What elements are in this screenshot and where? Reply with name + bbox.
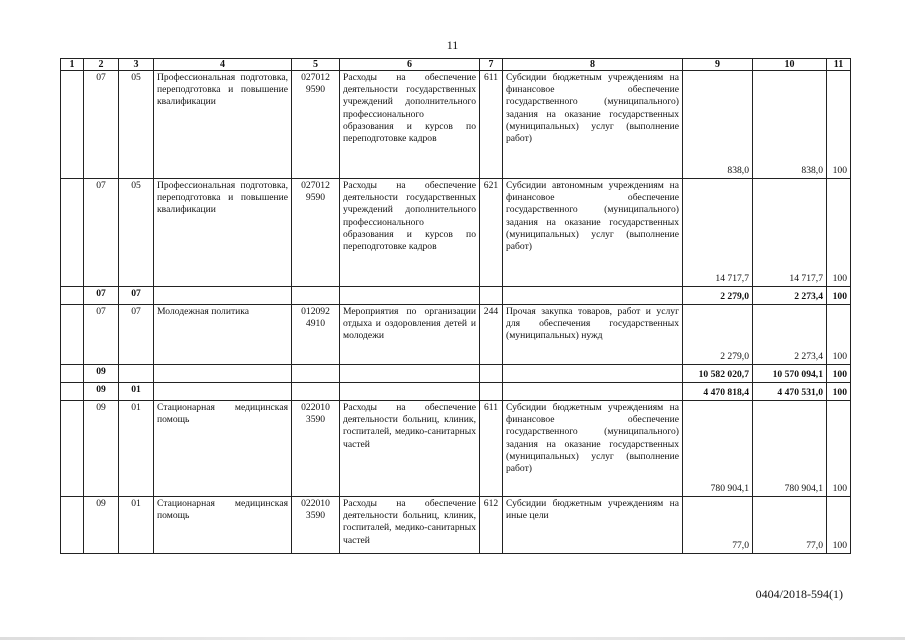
cell-col1 bbox=[61, 365, 84, 383]
cell-section: 09 bbox=[84, 383, 119, 401]
page-number: 11 bbox=[446, 38, 459, 52]
cell-expense-type bbox=[480, 365, 503, 383]
cell-actual: 10 570 094,1 bbox=[753, 365, 827, 383]
header-cell: 9 bbox=[683, 59, 753, 71]
cell-subsection bbox=[119, 365, 154, 383]
cell-subsection: 05 bbox=[119, 179, 154, 287]
header-cell: 1 bbox=[61, 59, 84, 71]
cell-col1 bbox=[61, 71, 84, 179]
cell-planned: 838,0 bbox=[683, 71, 753, 179]
cell-expense-name: Субсидии бюджетным учреждениям на иные цели bbox=[503, 497, 683, 554]
header-cell: 2 bbox=[84, 59, 119, 71]
cell-expense-name: Субсидии автономным учреждениям на финансовое обеспечение государственного (муниципального) задания на оказание государственных (муниципальных) услуг (выполнение работ) bbox=[503, 179, 683, 287]
cell-section: 09 bbox=[84, 497, 119, 554]
cell-expense-type: 621 bbox=[480, 179, 503, 287]
cell-expense-type: 611 bbox=[480, 71, 503, 179]
header-cell: 4 bbox=[154, 59, 292, 71]
cell-actual: 14 717,7 bbox=[753, 179, 827, 287]
cell-target-name: Расходы на обеспечение деятельности государственных учреждений дополнительного профессионального образования и курсов по переподготовке кадров bbox=[340, 179, 480, 287]
subtotal-row bbox=[61, 287, 851, 305]
cell-target-name bbox=[340, 365, 480, 383]
table-row bbox=[61, 305, 851, 365]
cell-actual: 4 470 531,0 bbox=[753, 383, 827, 401]
cell-name: Молодежная политика bbox=[154, 305, 292, 365]
header-row bbox=[61, 59, 851, 71]
table-row bbox=[61, 497, 851, 554]
cell-percent: 100 bbox=[827, 287, 851, 305]
cell-col1 bbox=[61, 305, 84, 365]
cell-expense-type: 612 bbox=[480, 497, 503, 554]
cell-subsection: 07 bbox=[119, 305, 154, 365]
cell-planned: 2 279,0 bbox=[683, 287, 753, 305]
cell-subsection: 05 bbox=[119, 71, 154, 179]
cell-percent: 100 bbox=[827, 401, 851, 497]
cell-target-code: 022010 3590 bbox=[292, 497, 340, 554]
cell-percent: 100 bbox=[827, 383, 851, 401]
cell-col1 bbox=[61, 383, 84, 401]
cell-target-code bbox=[292, 287, 340, 305]
cell-actual: 77,0 bbox=[753, 497, 827, 554]
table-row bbox=[61, 401, 851, 497]
cell-name: Стационарная медицинская помощь bbox=[154, 497, 292, 554]
cell-target-name: Мероприятия по организации отдыха и оздоровления детей и молодежи bbox=[340, 305, 480, 365]
cell-planned: 4 470 818,4 bbox=[683, 383, 753, 401]
header-cell: 8 bbox=[503, 59, 683, 71]
cell-subsection: 01 bbox=[119, 497, 154, 554]
cell-expense-type: 244 bbox=[480, 305, 503, 365]
cell-expense-type bbox=[480, 383, 503, 401]
cell-subsection: 01 bbox=[119, 383, 154, 401]
cell-col1 bbox=[61, 179, 84, 287]
cell-subsection: 01 bbox=[119, 401, 154, 497]
cell-target-code: 012092 4910 bbox=[292, 305, 340, 365]
cell-planned: 77,0 bbox=[683, 497, 753, 554]
cell-target-code: 027012 9590 bbox=[292, 179, 340, 287]
cell-expense-name: Субсидии бюджетным учреждениям на финансовое обеспечение государственного (муниципального) задания на оказание государственных (муниципальных) услуг (выполнение работ) bbox=[503, 401, 683, 497]
header-cell: 3 bbox=[119, 59, 154, 71]
cell-percent: 100 bbox=[827, 179, 851, 287]
cell-name bbox=[154, 383, 292, 401]
header-cell: 7 bbox=[480, 59, 503, 71]
cell-target-name: Расходы на обеспечение деятельности больниц, клиник, госпиталей, медико-санитарных частей bbox=[340, 497, 480, 554]
cell-target-code: 022010 3590 bbox=[292, 401, 340, 497]
cell-name bbox=[154, 287, 292, 305]
cell-planned: 14 717,7 bbox=[683, 179, 753, 287]
cell-expense-name bbox=[503, 365, 683, 383]
cell-planned: 780 904,1 bbox=[683, 401, 753, 497]
cell-name bbox=[154, 365, 292, 383]
cell-target-code bbox=[292, 383, 340, 401]
cell-actual: 2 273,4 bbox=[753, 305, 827, 365]
header-cell: 5 bbox=[292, 59, 340, 71]
cell-section: 07 bbox=[84, 179, 119, 287]
table-row bbox=[61, 71, 851, 179]
cell-expense-type bbox=[480, 287, 503, 305]
cell-col1 bbox=[61, 497, 84, 554]
cell-expense-name: Прочая закупка товаров, работ и услуг для обеспечения государственных (муниципальных) нужд bbox=[503, 305, 683, 365]
cell-target-code bbox=[292, 365, 340, 383]
cell-target-name: Расходы на обеспечение деятельности государственных учреждений дополнительного профессионального образования и курсов по переподготовке кадров bbox=[340, 71, 480, 179]
cell-name: Стационарная медицинская помощь bbox=[154, 401, 292, 497]
header-cell: 6 bbox=[340, 59, 480, 71]
cell-section: 07 bbox=[84, 287, 119, 305]
cell-section: 09 bbox=[84, 401, 119, 497]
cell-actual: 2 273,4 bbox=[753, 287, 827, 305]
cell-name: Профессиональная подготовка, переподготовка и повышение квалификации bbox=[154, 71, 292, 179]
cell-expense-type: 611 bbox=[480, 401, 503, 497]
table-row bbox=[61, 179, 851, 287]
cell-target-name bbox=[340, 287, 480, 305]
section-total-row bbox=[61, 365, 851, 383]
header-cell: 10 bbox=[753, 59, 827, 71]
cell-target-name bbox=[340, 383, 480, 401]
cell-planned: 2 279,0 bbox=[683, 305, 753, 365]
cell-section: 07 bbox=[84, 71, 119, 179]
cell-section: 07 bbox=[84, 305, 119, 365]
subtotal-row bbox=[61, 383, 851, 401]
cell-planned: 10 582 020,7 bbox=[683, 365, 753, 383]
cell-target-name: Расходы на обеспечение деятельности больниц, клиник, госпиталей, медико-санитарных частей bbox=[340, 401, 480, 497]
cell-percent: 100 bbox=[827, 365, 851, 383]
document-code: 0404/2018-594(1) bbox=[755, 587, 843, 601]
cell-percent: 100 bbox=[827, 305, 851, 365]
cell-expense-name bbox=[503, 383, 683, 401]
cell-expense-name bbox=[503, 287, 683, 305]
cell-subsection: 07 bbox=[119, 287, 154, 305]
cell-section: 09 bbox=[84, 365, 119, 383]
cell-col1 bbox=[61, 401, 84, 497]
cell-percent: 100 bbox=[827, 71, 851, 179]
cell-percent: 100 bbox=[827, 497, 851, 554]
budget-table bbox=[60, 58, 851, 554]
cell-target-code: 027012 9590 bbox=[292, 71, 340, 179]
header-cell: 11 bbox=[827, 59, 851, 71]
cell-actual: 838,0 bbox=[753, 71, 827, 179]
cell-col1 bbox=[61, 287, 84, 305]
cell-name: Профессиональная подготовка, переподготовка и повышение квалификации bbox=[154, 179, 292, 287]
cell-expense-name: Субсидии бюджетным учреждениям на финансовое обеспечение государственного (муниципального) задания на оказание государственных (муниципальных) услуг (выполнение работ) bbox=[503, 71, 683, 179]
cell-actual: 780 904,1 bbox=[753, 401, 827, 497]
